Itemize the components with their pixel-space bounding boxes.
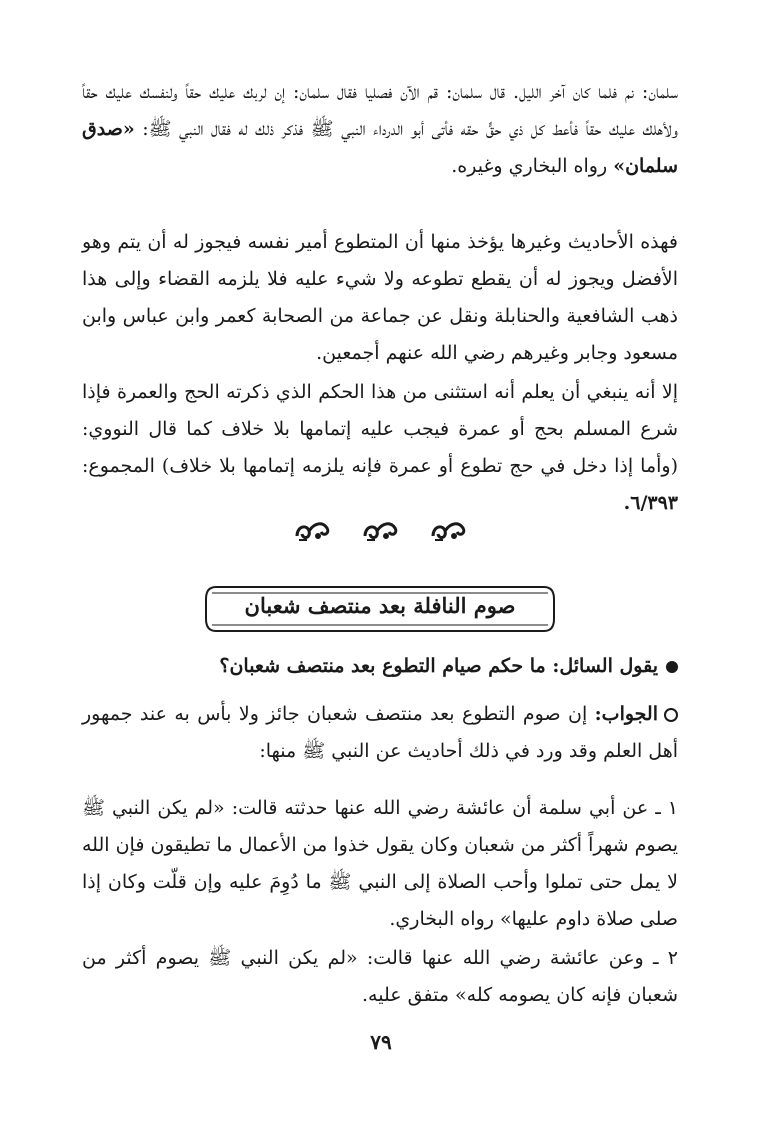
ornament-icon (429, 518, 469, 550)
bullet-icon (666, 661, 678, 673)
paragraph-volunteer-fasting (82, 224, 678, 372)
paragraph-salman (82, 74, 678, 185)
answer-text: إن صوم التطوع بعد منتصف شعبان جائز ولا بأس به عند جمهور أهل العلم وقد ورد في ذلك أحاديث عن النبي ﷺ منها: (82, 703, 678, 762)
paragraph-text: رواه البخاري وغيره. (451, 155, 614, 177)
hadith-1 (82, 790, 678, 938)
paragraph-text: إلا أنه ينبغي أن يعلم أنه استثنى من هذا الحكم الذي ذكرته الحج والعمرة فإذا شرع المسلم بحج أو عمرة فيجب عليه إتمامها بلا خلاف كما قال النووي: (وأما إذا دخل في حج تطوع أو عمرة فإنه يلزمه إتمامها بلا خلاف) المجموع: (82, 381, 678, 477)
ornament-icon (293, 518, 333, 550)
reference: ٦/٣٩٣. (623, 492, 678, 514)
section-divider (0, 518, 762, 550)
question-text: ما حكم صيام التطوع بعد منتصف شعبان؟ (219, 655, 553, 677)
question-label: يقول السائل: (552, 655, 658, 677)
hadith-2 (82, 940, 678, 1014)
section-title: صوم النافلة بعد منتصف شعبان (244, 593, 516, 618)
answer-label: الجواب: (594, 703, 658, 725)
answer (82, 696, 678, 770)
paragraph-hajj-exception (82, 374, 678, 522)
bold-quote: «صدق سلمان» (82, 118, 678, 177)
page-number: ٧٩ (370, 1030, 392, 1054)
question (82, 648, 678, 685)
paragraph-text: سلمان: نم فلما كان آخر الليل. قال سلمان: قم الآن فصليا فقال سلمان: إن لربك عليك حقاً ولنفسك عليك حقاً ولأهلك عليك حقاً فأعط كل ذي حقٍّ حقه فأتى أبو الدرداء النبي ﷺ فذكر ذلك له فقال النبي ﷺ: (82, 81, 678, 140)
ornament-icon (361, 518, 401, 550)
hadith-text: ٢ ـ وعن عائشة رضي الله عنها قالت: «لم يكن النبي ﷺ يصوم أكثر من شعبان فإنه كان يصومه كله» متفق عليه. (82, 947, 678, 1006)
circle-bullet-icon (664, 708, 678, 722)
hadith-text: ١ ـ عن أبي سلمة أن عائشة رضي الله عنها حدثته قالت: «لم يكن النبي ﷺ يصوم شهراً أكثر من شعبان وكان يقول خذوا من الأعمال ما تطيقون فإن الله لا يمل حتى تملوا وأحب الصلاة إلى النبي ﷺ ما دُوِمَ عليه وإن قلّت وكان إذا صلى صلاة داوم عليها» رواه البخاري. (82, 797, 678, 930)
paragraph-text: فهذه الأحاديث وغيرها يؤخذ منها أن المتطوع أمير نفسه فيجوز له أن يتم وهو الأفضل ويجوز له أن يقطع تطوعه ولا شيء عليه فلا يلزمه القضاء وإلى هذا ذهب الشافعية والحنابلة ونقل عن جماعة من الصحابة كعمر وابن عباس وابن مسعود وجابر وغيرهم رضي الله عنهم أجمعين. (82, 231, 678, 364)
section-title-frame (202, 583, 558, 635)
